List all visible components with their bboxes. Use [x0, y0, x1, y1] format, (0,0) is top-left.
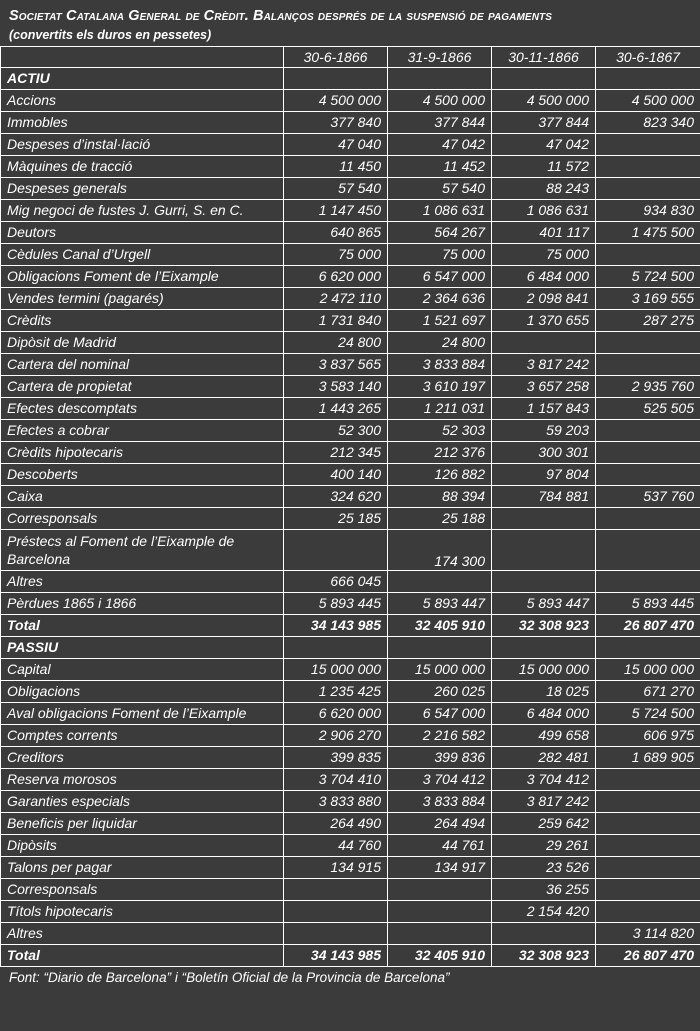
column-header-date: 30-6-1866 — [284, 47, 388, 68]
row-value — [596, 134, 700, 156]
row-value: 25 188 — [388, 508, 492, 530]
row-value: 5 893 447 — [388, 593, 492, 615]
row-value: 1 370 655 — [492, 310, 596, 332]
row-value — [388, 571, 492, 593]
row-value — [596, 508, 700, 530]
row-value: 537 760 — [596, 486, 700, 508]
column-header-date: 30-11-1866 — [492, 47, 596, 68]
row-value — [596, 354, 700, 376]
row-value: 212 376 — [388, 442, 492, 464]
passiu-row — [1, 703, 700, 725]
row-value — [492, 332, 596, 354]
empty-cell — [284, 68, 388, 90]
row-label: Garanties especials — [1, 791, 284, 813]
row-value: 1 211 031 — [388, 398, 492, 420]
passiu-row — [1, 681, 700, 703]
actiu-section-label: ACTIU — [1, 68, 284, 90]
row-value: 784 881 — [492, 486, 596, 508]
passiu-row — [1, 747, 700, 769]
row-value: 57 540 — [388, 178, 492, 200]
row-label: Cartera del nominal — [1, 354, 284, 376]
row-value: 3 833 884 — [388, 354, 492, 376]
row-value: 4 500 000 — [284, 90, 388, 112]
empty-cell — [596, 637, 700, 659]
row-label: Cartera de propietat — [1, 376, 284, 398]
row-value: 44 760 — [284, 835, 388, 857]
passiu-row — [1, 791, 700, 813]
source-footnote: Font: “Diario de Barcelona” i “Boletín Oficial de la Provincia de Barcelona” — [9, 970, 450, 985]
actiu-row — [1, 442, 700, 464]
row-value: 212 345 — [284, 442, 388, 464]
table-subtitle: (convertits els duros en pessetes) — [9, 28, 212, 42]
row-label: Dipòsit de Madrid — [1, 332, 284, 354]
actiu-row — [1, 486, 700, 508]
row-value: 1 731 840 — [284, 310, 388, 332]
row-label: Efectes descomptats — [1, 398, 284, 420]
row-value: 3 704 412 — [492, 769, 596, 791]
row-label: Crèdits — [1, 310, 284, 332]
actiu-row — [1, 310, 700, 332]
row-value: 134 917 — [388, 857, 492, 879]
row-value — [596, 901, 700, 923]
row-value: 401 117 — [492, 222, 596, 244]
row-value: 2 364 636 — [388, 288, 492, 310]
row-value: 259 642 — [492, 813, 596, 835]
row-value: 15 000 000 — [284, 659, 388, 681]
row-value: 1 521 697 — [388, 310, 492, 332]
row-value: 47 042 — [388, 134, 492, 156]
row-value: 287 275 — [596, 310, 700, 332]
row-value: 5 893 445 — [284, 593, 388, 615]
row-value: 47 040 — [284, 134, 388, 156]
passiu-row — [1, 901, 700, 923]
row-label: Descoberts — [1, 464, 284, 486]
actiu-row — [1, 593, 700, 615]
row-value: 134 915 — [284, 857, 388, 879]
empty-cell — [596, 68, 700, 90]
empty-cell — [492, 637, 596, 659]
row-value: 6 484 000 — [492, 703, 596, 725]
actiu-total-row — [1, 615, 700, 637]
row-value: 18 025 — [492, 681, 596, 703]
table-title: Societat Catalana General de Crèdit. Balanços després de la suspensió de pagaments — [9, 8, 553, 24]
total-value: 32 308 923 — [492, 615, 596, 637]
row-label: Deutors — [1, 222, 284, 244]
row-value: 11 572 — [492, 156, 596, 178]
row-label: Immobles — [1, 112, 284, 134]
row-label: Caixa — [1, 486, 284, 508]
actiu-row — [1, 420, 700, 442]
passiu-row — [1, 879, 700, 901]
row-value: 24 800 — [388, 332, 492, 354]
row-value: 671 270 — [596, 681, 700, 703]
row-label: Creditors — [1, 747, 284, 769]
row-value: 3 610 197 — [388, 376, 492, 398]
row-value: 47 042 — [492, 134, 596, 156]
actiu-row — [1, 200, 700, 222]
row-value: 1 235 425 — [284, 681, 388, 703]
passiu-row — [1, 813, 700, 835]
passiu-section-header — [1, 637, 700, 659]
row-label: Préstecs al Foment de l’Eixample de Barcelona — [1, 530, 284, 571]
column-header-date: 30-6-1867 — [596, 47, 700, 68]
row-label: Accions — [1, 90, 284, 112]
empty-cell — [284, 637, 388, 659]
row-value — [596, 332, 700, 354]
row-value: 3 583 140 — [284, 376, 388, 398]
row-value: 44 761 — [388, 835, 492, 857]
passiu-row — [1, 659, 700, 681]
actiu-row — [1, 134, 700, 156]
row-value — [284, 901, 388, 923]
passiu-row — [1, 923, 700, 945]
row-value: 377 844 — [388, 112, 492, 134]
total-value: 34 143 985 — [284, 945, 388, 967]
row-value — [388, 901, 492, 923]
row-value — [492, 571, 596, 593]
actiu-section-header — [1, 68, 700, 90]
row-value: 606 975 — [596, 725, 700, 747]
row-value — [596, 835, 700, 857]
row-label: Corresponsals — [1, 879, 284, 901]
row-label: Altres — [1, 571, 284, 593]
row-label: Màquines de tracció — [1, 156, 284, 178]
passiu-section-label: PASSIU — [1, 637, 284, 659]
row-value: 2 906 270 — [284, 725, 388, 747]
row-value: 75 000 — [492, 244, 596, 266]
row-value: 11 450 — [284, 156, 388, 178]
actiu-row — [1, 266, 700, 288]
row-label: Efectes a cobrar — [1, 420, 284, 442]
row-label: Pèrdues 1865 i 1866 — [1, 593, 284, 615]
row-label: Obligacions Foment de l’Eixample — [1, 266, 284, 288]
row-label: Altres — [1, 923, 284, 945]
row-value: 3 837 565 — [284, 354, 388, 376]
row-value — [492, 530, 596, 571]
row-value: 52 300 — [284, 420, 388, 442]
row-value: 3 704 410 — [284, 769, 388, 791]
actiu-row — [1, 376, 700, 398]
passiu-total-row — [1, 945, 700, 967]
row-value — [492, 508, 596, 530]
row-value: 5 893 447 — [492, 593, 596, 615]
row-value — [596, 857, 700, 879]
row-value: 6 547 000 — [388, 703, 492, 725]
row-value: 36 255 — [492, 879, 596, 901]
row-value: 6 484 000 — [492, 266, 596, 288]
row-value: 2 216 582 — [388, 725, 492, 747]
row-value: 3 817 242 — [492, 791, 596, 813]
row-value — [596, 571, 700, 593]
row-value: 29 261 — [492, 835, 596, 857]
row-value: 640 865 — [284, 222, 388, 244]
column-header-row — [1, 47, 700, 68]
row-value — [596, 464, 700, 486]
actiu-row — [1, 508, 700, 530]
row-value: 6 547 000 — [388, 266, 492, 288]
row-label: Títols hipotecaris — [1, 901, 284, 923]
empty-cell — [388, 68, 492, 90]
row-value: 6 620 000 — [284, 703, 388, 725]
row-value: 1 157 843 — [492, 398, 596, 420]
row-value: 6 620 000 — [284, 266, 388, 288]
row-value: 174 300 — [388, 530, 492, 571]
row-label: Cèdules Canal d’Urgell — [1, 244, 284, 266]
row-value — [284, 923, 388, 945]
row-value: 23 526 — [492, 857, 596, 879]
empty-cell — [492, 68, 596, 90]
passiu-row — [1, 857, 700, 879]
row-value: 282 481 — [492, 747, 596, 769]
row-value — [596, 420, 700, 442]
row-label: Despeses d’instal·lació — [1, 134, 284, 156]
header-blank-cell — [1, 47, 284, 68]
row-value: 1 086 631 — [388, 200, 492, 222]
row-value — [596, 178, 700, 200]
row-value: 97 804 — [492, 464, 596, 486]
row-label: Despeses generals — [1, 178, 284, 200]
row-value: 5 724 500 — [596, 703, 700, 725]
row-value: 823 340 — [596, 112, 700, 134]
row-value — [284, 530, 388, 571]
row-value — [596, 244, 700, 266]
row-value: 11 452 — [388, 156, 492, 178]
row-value: 25 185 — [284, 508, 388, 530]
row-value: 2 154 420 — [492, 901, 596, 923]
passiu-row — [1, 769, 700, 791]
row-value: 4 500 000 — [596, 90, 700, 112]
row-value: 264 490 — [284, 813, 388, 835]
row-value: 3 833 880 — [284, 791, 388, 813]
total-value: 32 405 910 — [388, 945, 492, 967]
row-value: 75 000 — [284, 244, 388, 266]
row-value: 3 704 412 — [388, 769, 492, 791]
row-value: 399 835 — [284, 747, 388, 769]
row-value — [596, 813, 700, 835]
row-value: 264 494 — [388, 813, 492, 835]
row-value: 15 000 000 — [492, 659, 596, 681]
total-value: 26 807 470 — [596, 945, 700, 967]
row-value: 5 893 445 — [596, 593, 700, 615]
row-value — [388, 923, 492, 945]
row-value — [596, 442, 700, 464]
row-value: 3 114 820 — [596, 923, 700, 945]
row-label: Vendes termini (pagarés) — [1, 288, 284, 310]
row-value: 499 658 — [492, 725, 596, 747]
row-value: 377 844 — [492, 112, 596, 134]
actiu-row — [1, 90, 700, 112]
row-value: 75 000 — [388, 244, 492, 266]
row-label: Mig negoci de fustes J. Gurri, S. en C. — [1, 200, 284, 222]
row-value: 2 098 841 — [492, 288, 596, 310]
row-value: 3 169 555 — [596, 288, 700, 310]
actiu-row — [1, 112, 700, 134]
row-value: 1 147 450 — [284, 200, 388, 222]
actiu-row — [1, 398, 700, 420]
row-value: 3 833 884 — [388, 791, 492, 813]
actiu-row — [1, 288, 700, 310]
row-label: Corresponsals — [1, 508, 284, 530]
total-value: 32 308 923 — [492, 945, 596, 967]
row-value: 525 505 — [596, 398, 700, 420]
row-label: Aval obligacions Foment de l’Eixample — [1, 703, 284, 725]
row-value: 57 540 — [284, 178, 388, 200]
row-value: 1 443 265 — [284, 398, 388, 420]
row-value: 5 724 500 — [596, 266, 700, 288]
row-value: 399 836 — [388, 747, 492, 769]
row-label: Beneficis per liquidar — [1, 813, 284, 835]
row-value: 377 840 — [284, 112, 388, 134]
row-value: 15 000 000 — [388, 659, 492, 681]
row-label: Dipòsits — [1, 835, 284, 857]
row-value — [596, 530, 700, 571]
actiu-row — [1, 178, 700, 200]
actiu-row — [1, 156, 700, 178]
actiu-row — [1, 530, 700, 571]
row-label: Comptes corrents — [1, 725, 284, 747]
row-value: 1 475 500 — [596, 222, 700, 244]
row-value: 1 689 905 — [596, 747, 700, 769]
column-header-date: 31-9-1866 — [388, 47, 492, 68]
empty-cell — [388, 637, 492, 659]
row-value: 324 620 — [284, 486, 388, 508]
row-label: Capital — [1, 659, 284, 681]
row-value: 88 394 — [388, 486, 492, 508]
row-value: 52 303 — [388, 420, 492, 442]
actiu-row — [1, 571, 700, 593]
actiu-row — [1, 354, 700, 376]
actiu-row — [1, 244, 700, 266]
row-value — [596, 769, 700, 791]
row-value — [596, 791, 700, 813]
total-value: 26 807 470 — [596, 615, 700, 637]
row-value: 88 243 — [492, 178, 596, 200]
row-value: 59 203 — [492, 420, 596, 442]
row-value — [596, 156, 700, 178]
row-value — [284, 879, 388, 901]
row-value: 400 140 — [284, 464, 388, 486]
actiu-row — [1, 222, 700, 244]
row-value — [492, 923, 596, 945]
row-value: 24 800 — [284, 332, 388, 354]
actiu-row — [1, 332, 700, 354]
row-value: 934 830 — [596, 200, 700, 222]
row-value: 564 267 — [388, 222, 492, 244]
row-value: 260 025 — [388, 681, 492, 703]
total-label: Total — [1, 615, 284, 637]
row-label: Obligacions — [1, 681, 284, 703]
row-value: 4 500 000 — [388, 90, 492, 112]
total-value: 34 143 985 — [284, 615, 388, 637]
row-value: 2 935 760 — [596, 376, 700, 398]
row-value: 2 472 110 — [284, 288, 388, 310]
passiu-row — [1, 835, 700, 857]
passiu-row — [1, 725, 700, 747]
row-value: 300 301 — [492, 442, 596, 464]
balance-table — [0, 46, 700, 967]
total-value: 32 405 910 — [388, 615, 492, 637]
row-label: Talons per pagar — [1, 857, 284, 879]
row-value: 1 086 631 — [492, 200, 596, 222]
row-value: 4 500 000 — [492, 90, 596, 112]
row-value: 3 817 242 — [492, 354, 596, 376]
total-label: Total — [1, 945, 284, 967]
row-value: 126 882 — [388, 464, 492, 486]
row-value: 666 045 — [284, 571, 388, 593]
row-value: 3 657 258 — [492, 376, 596, 398]
row-label: Crèdits hipotecaris — [1, 442, 284, 464]
actiu-row — [1, 464, 700, 486]
row-value — [388, 879, 492, 901]
row-label: Reserva morosos — [1, 769, 284, 791]
row-value — [596, 879, 700, 901]
row-value: 15 000 000 — [596, 659, 700, 681]
